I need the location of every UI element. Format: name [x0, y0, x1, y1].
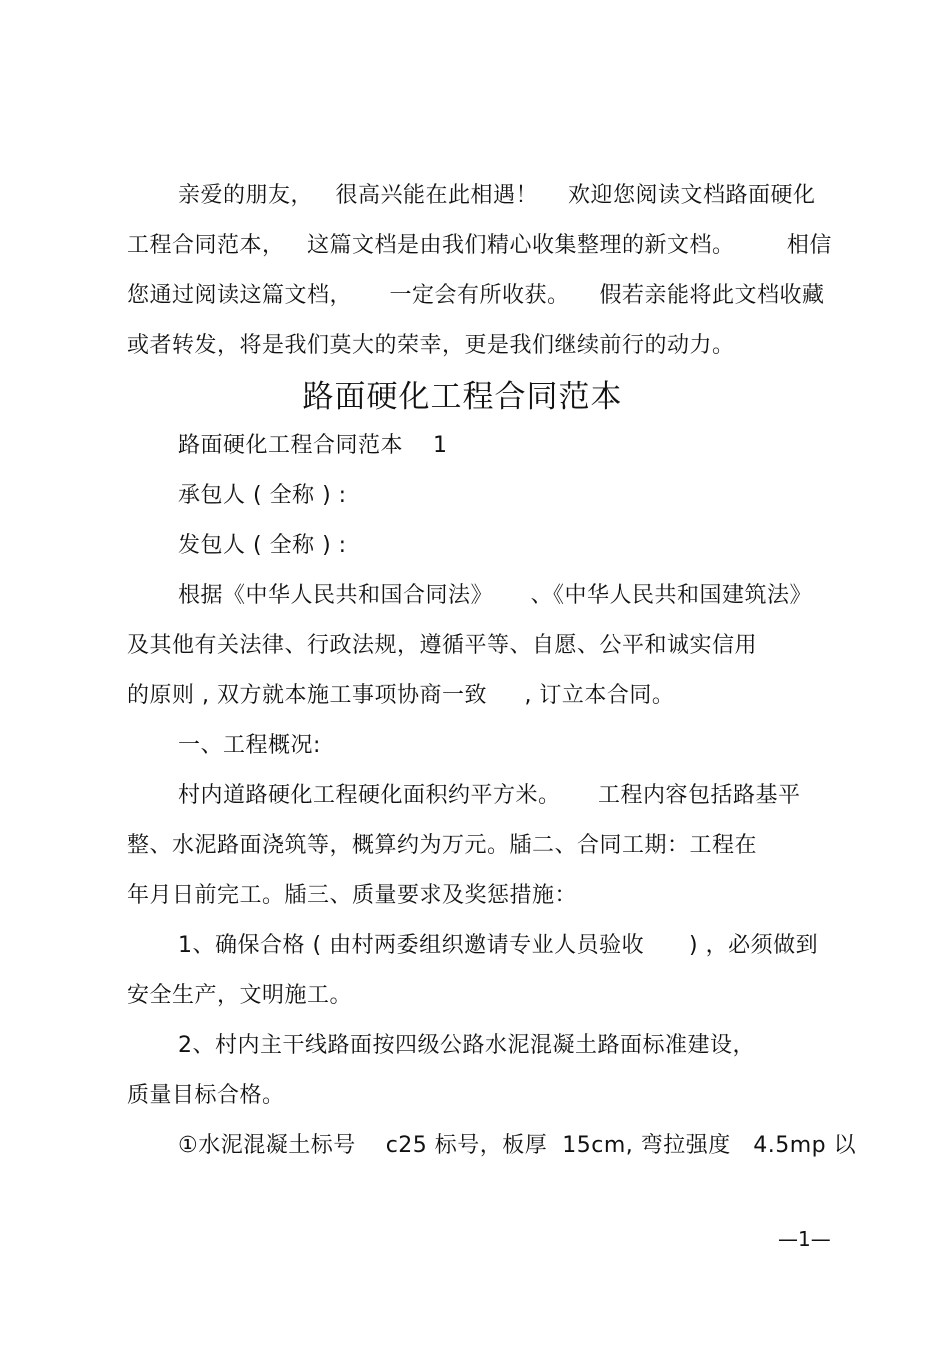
- intro-line-4: 或者转发，将是我们莫大的荣幸，更是我们继续前行的动力。: [127, 333, 735, 358]
- item3-line-1: ①水泥混凝土标号 c25 标号，板厚 15cm, 弯拉强度 4.5mp 以: [178, 1133, 857, 1158]
- item1-line-2: 安全生产，文明施工。: [127, 983, 353, 1008]
- intro-line-1: 亲爱的朋友， 很高兴能在此相遇！ 欢迎您阅读文档路面硬化: [178, 183, 816, 208]
- item2-line-1: 2、村内主干线路面按四级公路水泥混凝土路面标准建设，: [178, 1033, 755, 1058]
- document-subtitle: 路面硬化工程合同范本 1: [178, 433, 448, 458]
- employer-line: 发包人 ( 全称 ) :: [178, 533, 347, 558]
- contractor-line: 承包人 ( 全称 ) :: [178, 483, 347, 508]
- basis-line-3: 的原则 , 双方就本施工事项协商一致 , 订立本合同。: [127, 683, 675, 708]
- overview-line-3: 年月日前完工。牐三、质量要求及奖惩措施：: [127, 883, 578, 908]
- page-number: —1—: [778, 1227, 831, 1251]
- document-title: 路面硬化工程合同范本: [302, 379, 623, 415]
- item1-line-1: 1、确保合格 ( 由村两委组织邀请专业人员验收 ) ，必须做到: [178, 933, 819, 958]
- section1-heading: 一、工程概况:: [178, 733, 321, 758]
- intro-line-2: 工程合同范本， 这篇文档是由我们精心收集整理的新文档。 相信: [127, 233, 832, 258]
- basis-line-2: 及其他有关法律、行政法规，遵循平等、自愿、公平和诚实信用: [127, 633, 758, 658]
- overview-line-2: 整、水泥路面浇筑等，概算约为万元。牐二、合同工期：工程在: [127, 833, 758, 858]
- overview-line-1: 村内道路硬化工程硬化面积约平方米。 工程内容包括路基平: [178, 783, 801, 808]
- intro-line-3: 您通过阅读这篇文档， 一定会有所收获。 假若亲能将此文档收藏: [127, 283, 825, 308]
- basis-line-1: 根据《中华人民共和国合同法》 、《中华人民共和国建筑法》: [178, 583, 812, 608]
- item2-line-2: 质量目标合格。: [127, 1083, 285, 1108]
